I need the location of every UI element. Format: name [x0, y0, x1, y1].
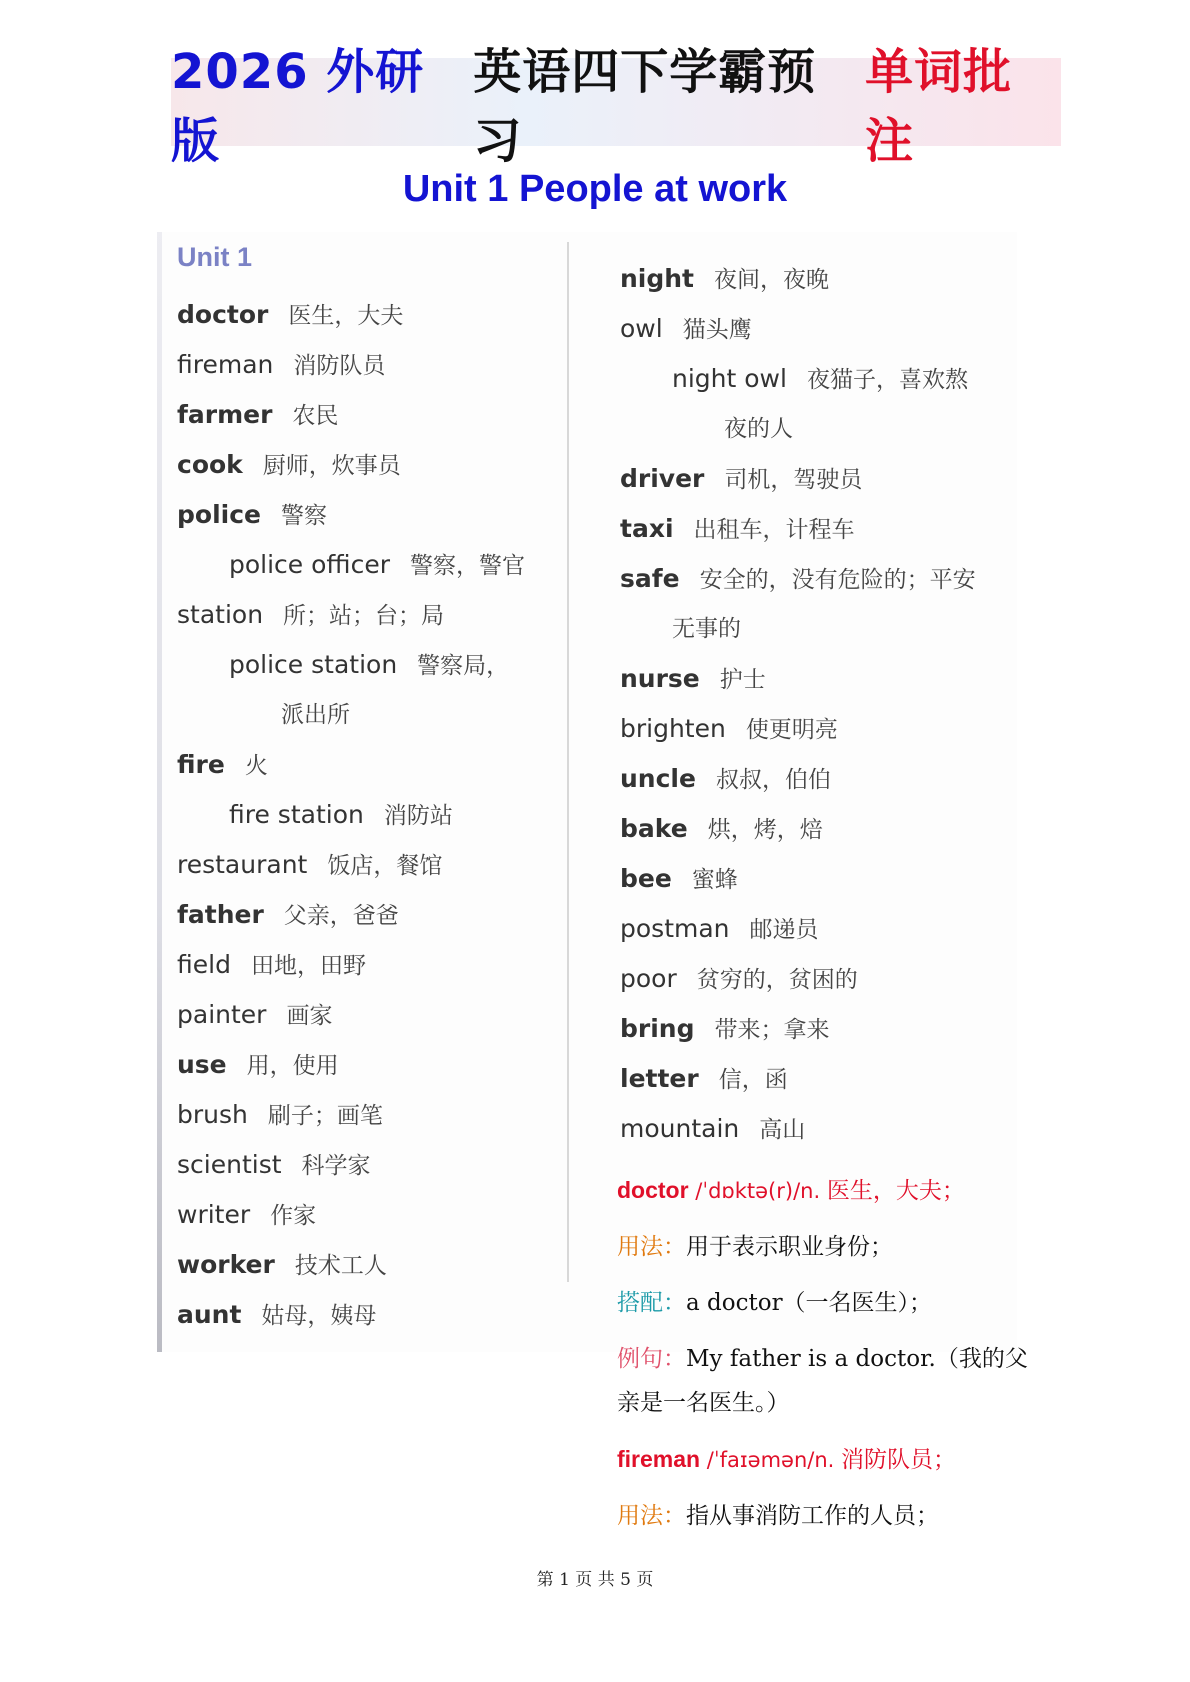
vocab-chinese: 夜的人 [724, 416, 793, 442]
vocab-chinese: 无事的 [672, 616, 741, 642]
collocation-label: 搭配： [617, 1290, 686, 1316]
vocab-chinese: 使更明亮 [745, 717, 838, 743]
vocab-english: letter [620, 1064, 699, 1093]
vocab-chinese: 带来；拿来 [714, 1017, 830, 1043]
vocab-english: mountain [620, 1114, 740, 1143]
vocab-entry [177, 1240, 525, 1290]
right-word-list [620, 254, 976, 1154]
vocab-entry [177, 1040, 525, 1090]
vocab-english: fire [177, 750, 225, 779]
doctor-note [617, 1168, 1047, 1213]
vocab-chinese: 警察局， [417, 653, 510, 679]
vocab-english: night [620, 264, 695, 293]
vocab-english: taxi [620, 514, 674, 543]
vocab-entry [177, 1290, 525, 1340]
note-meaning: 消防队员； [841, 1447, 957, 1473]
vocab-chinese: 夜间，夜晚 [714, 267, 830, 293]
doctor-example [617, 1337, 1047, 1425]
usage-label: 用法： [617, 1503, 686, 1529]
vocab-english: use [177, 1050, 227, 1079]
vocab-chinese: 护士 [719, 667, 766, 693]
vocab-entry [620, 1004, 976, 1054]
vocab-english: scientist [177, 1150, 282, 1179]
vocab-entry [177, 490, 525, 540]
vocab-chinese: 父亲，爸爸 [283, 903, 399, 929]
vocab-chinese: 刷子；画笔 [267, 1103, 383, 1129]
vocab-entry [177, 440, 525, 490]
vocab-chinese: 画家 [286, 1003, 333, 1029]
title-highlight: 单词批注 [865, 44, 1013, 169]
unit-label: Unit 1 [177, 242, 253, 272]
vocab-entry [620, 954, 976, 1004]
fireman-usage [617, 1494, 1047, 1538]
vocab-chinese: 技术工人 [294, 1253, 387, 1279]
vocab-entry [177, 940, 525, 990]
doctor-collocation [617, 1281, 1047, 1325]
vocab-chinese: 安全的，没有危险的；平安 [699, 567, 976, 593]
note-word: doctor [617, 1177, 689, 1203]
vocab-english: brush [177, 1100, 248, 1129]
vocab-english: poor [620, 964, 677, 993]
vocab-chinese: 警察 [280, 503, 327, 529]
vocab-english: bring [620, 1014, 695, 1043]
vocab-english: fireman [177, 350, 274, 379]
vocab-chinese: 司机，驾驶员 [724, 467, 863, 493]
vocab-chinese: 用，使用 [246, 1053, 339, 1079]
vocab-english: owl [620, 314, 663, 343]
vocab-chinese: 姑母，姨母 [261, 1303, 377, 1329]
vocab-entry [177, 790, 525, 840]
scan-edge [157, 232, 162, 1352]
vocab-english: fire station [229, 800, 364, 829]
vocab-entry [620, 454, 976, 504]
vocab-chinese: 烘，烤，焙 [707, 817, 823, 843]
vocab-entry [177, 990, 525, 1040]
vocab-entry [620, 804, 976, 854]
vocab-english: police officer [229, 550, 390, 579]
vocab-english: station [177, 600, 264, 629]
example-label: 例句： [617, 1346, 686, 1372]
vocab-entry [177, 590, 525, 640]
vocab-entry [620, 1054, 976, 1104]
vocab-chinese: 蜜蜂 [691, 867, 738, 893]
vocab-entry [177, 890, 525, 940]
vocab-entry [620, 504, 976, 554]
page-number: 第 1 页 共 5 页 [536, 1570, 654, 1590]
vocab-entry [620, 1104, 976, 1154]
vocab-chinese: 消防队员 [293, 353, 386, 379]
vocab-entry [620, 304, 976, 354]
vocab-entry [177, 390, 525, 440]
title-middle: 英语四下学霸预习 [473, 44, 817, 169]
usage-text: 指从事消防工作的人员； [686, 1503, 939, 1529]
note-word: fireman [617, 1446, 701, 1472]
vocab-entry [620, 704, 976, 754]
example-text: My father is a doctor.（我的父亲是一名医生。） [617, 1346, 1028, 1416]
vocab-chinese: 贫穷的，贫困的 [696, 967, 858, 993]
usage-label: 用法： [617, 1234, 686, 1260]
vocab-entry [177, 640, 525, 690]
vocab-english: safe [620, 564, 680, 593]
vocab-entry [620, 554, 976, 604]
vocab-entry [177, 540, 525, 590]
usage-text: 用于表示职业身份； [686, 1234, 893, 1260]
vocab-chinese: 警察，警官 [410, 553, 525, 579]
vocab-chinese: 作家 [270, 1203, 317, 1229]
vocab-chinese: 邮递员 [749, 917, 819, 943]
word-notes [617, 1168, 1047, 1550]
doctor-usage [617, 1225, 1047, 1269]
note-phonetic: /ˈfaɪəmən/n. [700, 1448, 842, 1472]
vocab-english: bake [620, 814, 688, 843]
note-phonetic: /ˈdɒktə(r)/n. [688, 1179, 827, 1203]
vocab-english: restaurant [177, 850, 308, 879]
vocab-entry [177, 840, 525, 890]
collocation-text: a doctor（一名医生）； [686, 1290, 933, 1316]
vocab-chinese: 派出所 [281, 702, 350, 728]
vocab-english: driver [620, 464, 705, 493]
vocab-chinese: 科学家 [301, 1153, 371, 1179]
vocab-english: police [177, 500, 261, 529]
vocab-english: brighten [620, 714, 726, 743]
vocab-entry [620, 854, 976, 904]
vocab-entry [177, 740, 525, 790]
left-word-list [177, 290, 525, 1340]
vocab-entry [177, 1090, 525, 1140]
vocab-english: writer [177, 1200, 251, 1229]
note-meaning: 医生，大夫； [826, 1178, 965, 1204]
vocab-chinese: 所；站；台；局 [283, 603, 445, 629]
vocab-english: cook [177, 450, 243, 479]
vocab-english: bee [620, 864, 672, 893]
vocab-chinese: 火 [244, 753, 268, 779]
vocab-entry [620, 904, 976, 954]
vocab-chinese: 夜猫子，喜欢熬 [806, 367, 968, 393]
vocab-english: nurse [620, 664, 700, 693]
vocab-english: painter [177, 1000, 267, 1029]
vocab-english: doctor [177, 300, 269, 329]
vocab-chinese: 叔叔，伯伯 [715, 767, 831, 793]
vocab-entry [620, 254, 976, 304]
vocab-entry [620, 654, 976, 704]
vocab-entry [177, 340, 525, 390]
vocab-english: police station [229, 650, 398, 679]
unit-subtitle: Unit 1 People at work [402, 168, 788, 210]
vocab-entry [177, 690, 525, 740]
column-divider [567, 242, 569, 1282]
title-year-publisher: 2026 外研版 [171, 44, 425, 169]
vocab-english: worker [177, 1250, 275, 1279]
vocab-english: night owl [672, 364, 787, 393]
vocab-entry [177, 1140, 525, 1190]
vocab-chinese: 猫头鹰 [682, 317, 752, 343]
vocab-entry [620, 354, 976, 404]
vocab-chinese: 饭店，餐馆 [327, 853, 443, 879]
vocab-entry [620, 754, 976, 804]
vocab-entry [620, 404, 976, 454]
vocab-english: uncle [620, 764, 696, 793]
vocab-chinese: 信，函 [718, 1067, 788, 1093]
vocab-chinese: 农民 [292, 403, 339, 429]
vocab-chinese: 田地，田野 [250, 953, 366, 979]
vocab-chinese: 高山 [759, 1117, 806, 1143]
vocab-english: farmer [177, 400, 273, 429]
vocab-english: father [177, 900, 264, 929]
fireman-note [617, 1437, 1047, 1482]
vocab-entry [177, 290, 525, 340]
vocab-chinese: 出租车，计程车 [693, 517, 855, 543]
vocab-english: postman [620, 914, 730, 943]
vocab-entry [177, 1190, 525, 1240]
vocab-english: aunt [177, 1300, 242, 1329]
vocab-chinese: 医生，大夫 [288, 303, 404, 329]
vocab-chinese: 消防站 [383, 803, 453, 829]
vocab-entry [620, 604, 976, 654]
vocab-chinese: 厨师，炊事员 [262, 453, 401, 479]
title-banner [171, 44, 1061, 169]
vocab-english: field [177, 950, 231, 979]
